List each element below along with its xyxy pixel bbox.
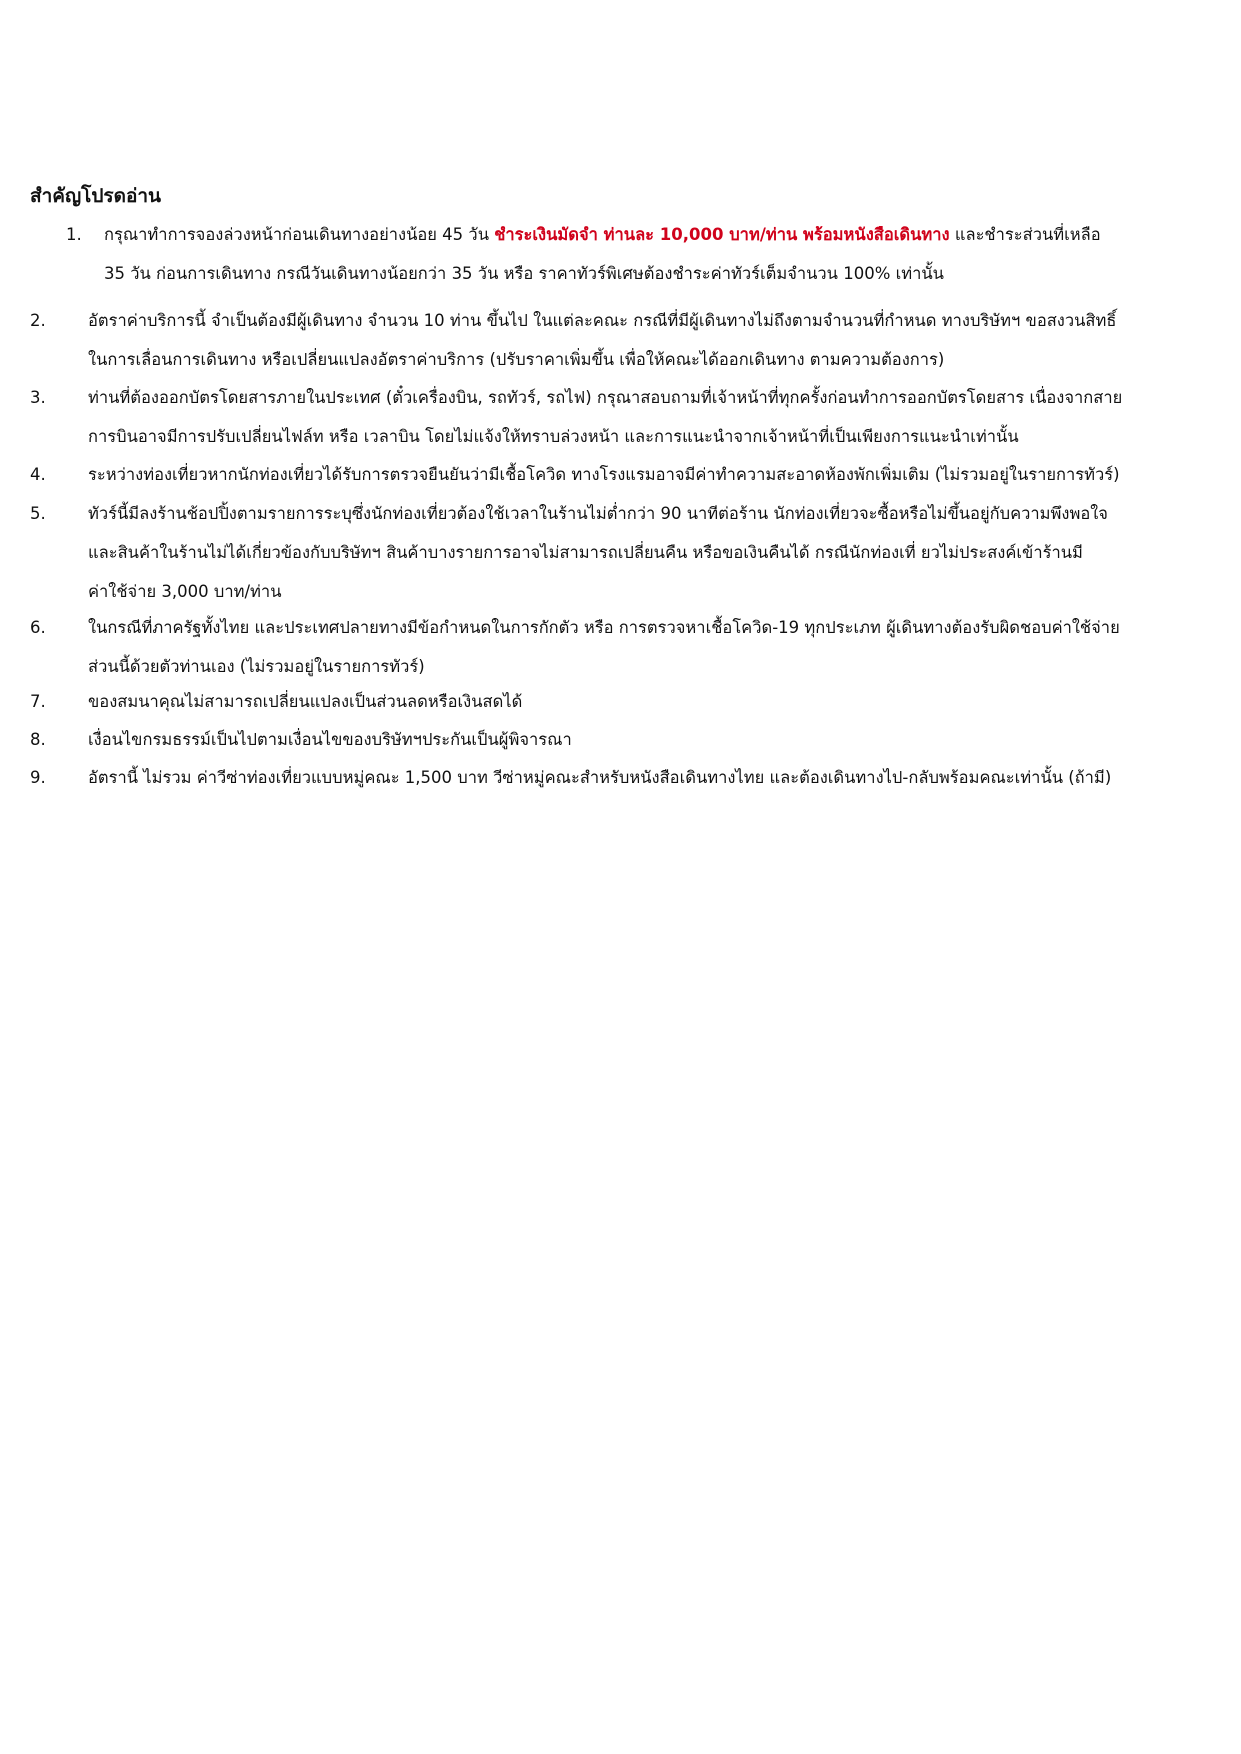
item-line: ท่านที่ต้องออกบัตรโดยสารภายในประเทศ (ตั๋วเครื่องบิน, รถทัวร์, รถไฟ) กรุณาสอบถามที่เจ้าหน้าที่ทุกครั้งก่อนทำการออกบัตรโดยสาร เนื่องจากสาย (88, 388, 1123, 407)
item-line: ค่าใช้จ่าย 3,000 บาท/ท่าน (88, 582, 282, 601)
item-number: 1. (66, 225, 82, 244)
item-number: 3. (30, 388, 46, 407)
item-number: 2. (30, 311, 46, 330)
item-text-pre: กรุณาทำการจองล่วงหน้าก่อนเดินทางอย่างน้อย 45 วัน (104, 225, 495, 244)
item-line (104, 215, 1204, 254)
item-line: การบินอาจมีการปรับเปลี่ยนไฟล์ท หรือ เวลาบิน โดยไม่แจ้งให้ทราบล่วงหน้า และการแนะนำจากเจ้าหน้าที่เป็นเพียงการแนะนำเท่านั้น (88, 427, 1019, 446)
item-line: ในการเลื่อนการเดินทาง หรือเปลี่ยนแปลงอัตราค่าบริการ (ปรับราคาเพิ่มขึ้น เพื่อให้คณะได้ออกเดินทาง ตามความต้องการ) (88, 350, 945, 369)
item-number: 4. (30, 465, 46, 484)
item-line: อัตรานี้ ไม่รวม ค่าวีซ่าท่องเที่ยวแบบหมู่คณะ 1,500 บาท วีซ่าหมู่คณะสำหรับหนังสือเดินทางไทย และต้องเดินทางไป-กลับพร้อมคณะเท่านั้น (ถ้ามี) (88, 768, 1112, 787)
item-line: ทัวร์นี้มีลงร้านช้อปปิ้งตามรายการระบุซึ่งนักท่องเที่ยวต้องใช้เวลาในร้านไม่ต่ำกว่า 90 นาทีต่อร้าน นักท่องเที่ยวจะซื้อหรือไม่ขึ้นอยู่กับความพึงพอใจ (88, 504, 1108, 523)
item-line: ระหว่างท่องเที่ยวหากนักท่องเที่ยวได้รับการตรวจยืนยันว่ามีเชื้อโควิด ทางโรงแรมอาจมีค่าทำความสะอาดห้องพักเพิ่มเติม (ไม่รวมอยู่ในรายการทัวร์) (88, 465, 1120, 484)
item-line: ส่วนนี้ด้วยตัวท่านเอง (ไม่รวมอยู่ในรายการทัวร์) (88, 657, 425, 676)
deposit-highlight: ชำระเงินมัดจำ ท่านละ 10,000 บาท/ท่าน พร้อมหนังสือเดินทาง (494, 225, 950, 244)
item-number: 7. (30, 692, 46, 711)
item-text-post: และชำระส่วนที่เหลือ (949, 225, 1101, 244)
item-line: และสินค้าในร้านไม่ได้เกี่ยวข้องกับบริษัทฯ สินค้าบางรายการอาจไม่สามารถเปลี่ยนคืน หรือขอเงินคืนได้ กรณีนักท่องเที่ ยวไม่ประสงค์เข้าร้านมี (88, 543, 1083, 562)
item-number: 9. (30, 768, 46, 787)
item-number: 6. (30, 618, 46, 637)
item-line: เงื่อนไขกรมธรรม์เป็นไปตามเงื่อนไขของบริษัทฯประกันเป็นผู้พิจารณา (88, 730, 572, 749)
item-number: 5. (30, 504, 46, 523)
item-line: 35 วัน ก่อนการเดินทาง กรณีวันเดินทางน้อยกว่า 35 วัน หรือ ราคาทัวร์พิเศษต้องชำระค่าทัวร์เต็มจำนวน 100% เท่านั้น (104, 264, 944, 283)
section-heading: สำคัญโปรดอ่าน (30, 185, 162, 207)
item-line: ในกรณีที่ภาครัฐทั้งไทย และประเทศปลายทางมีข้อกำหนดในการกักตัว หรือ การตรวจหาเชื้อโควิด-19 ทุกประเภท ผู้เดินทางต้องรับผิดชอบค่าใช้จ่าย (88, 618, 1120, 637)
item-line: อัตราค่าบริการนี้ จำเป็นต้องมีผู้เดินทาง จำนวน 10 ท่าน ขึ้นไป ในแต่ละคณะ กรณีที่มีผู้เดินทางไม่ถึงตามจำนวนที่กำหนด ทางบริษัทฯ ขอสงวนสิทธิ์ (88, 311, 1117, 330)
item-line: ของสมนาคุณไม่สามารถเปลี่ยนแปลงเป็นส่วนลดหรือเงินสดได้ (88, 692, 523, 711)
item-number: 8. (30, 730, 46, 749)
